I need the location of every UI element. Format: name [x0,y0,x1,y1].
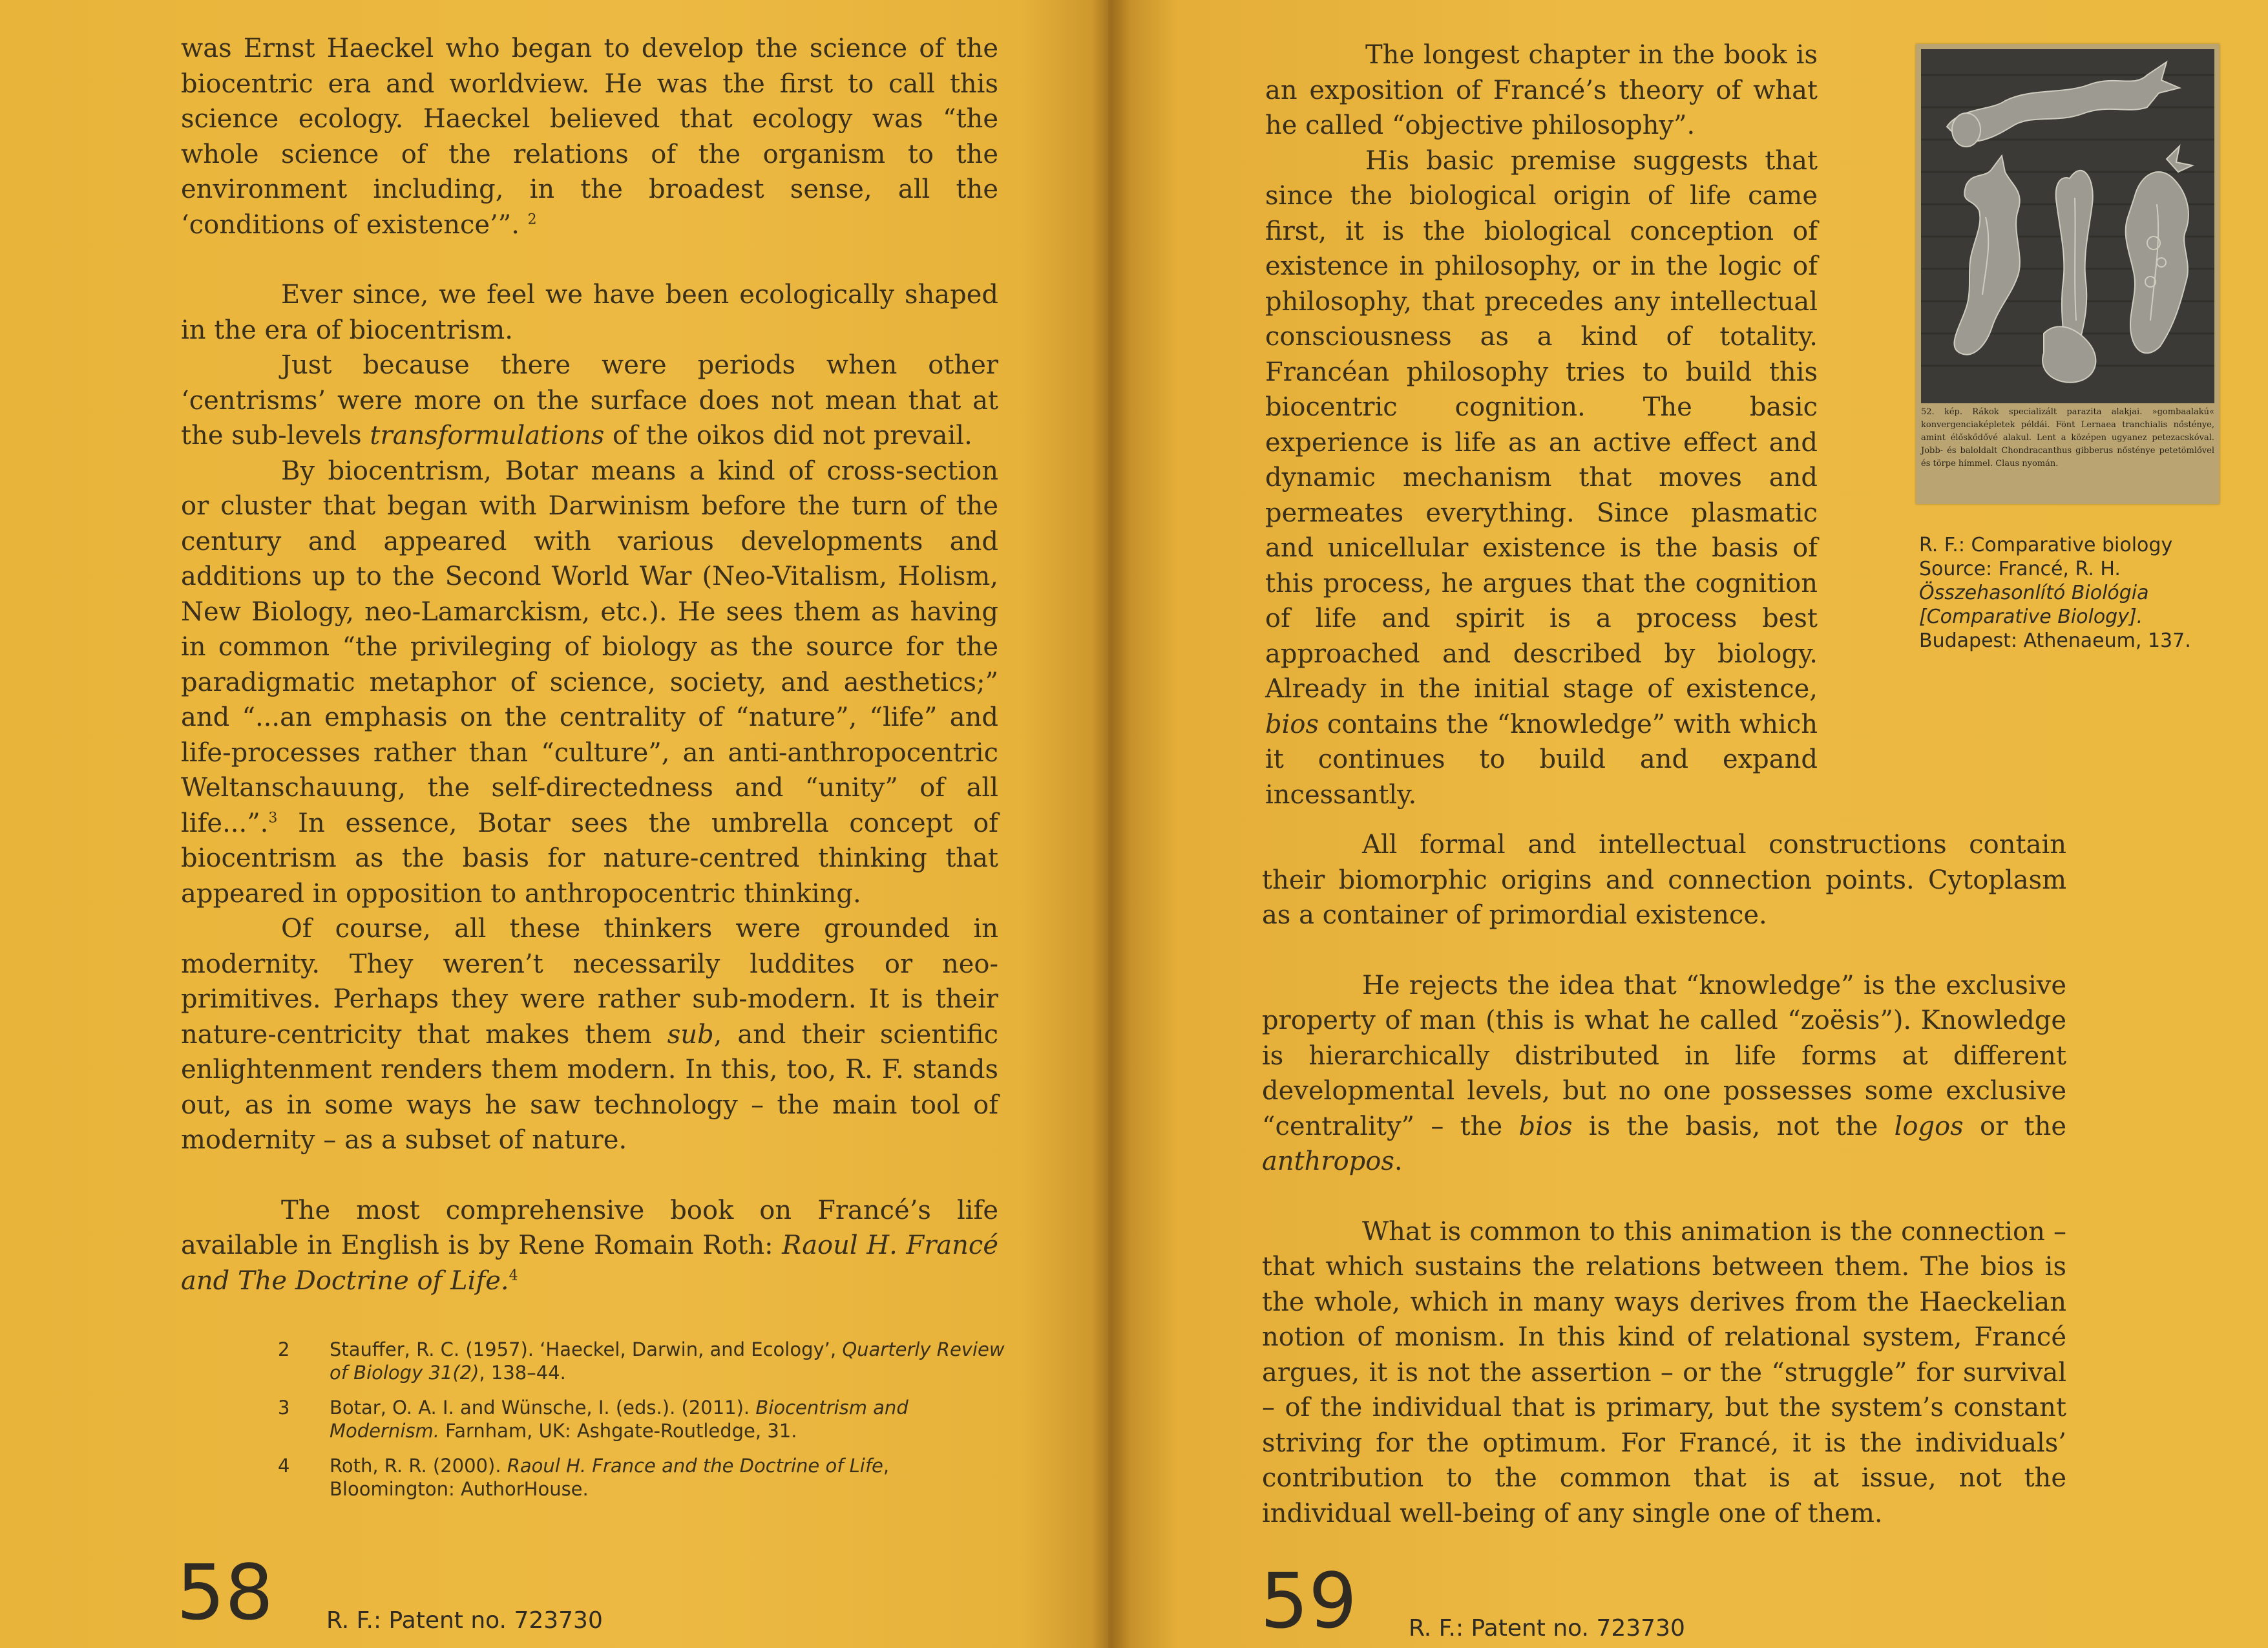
footnote [278,1454,1014,1501]
paragraph: Of course, all these thinkers were grounded in modernity. They weren’t necessarily luddites or neo-primitives. Perhaps they were rather sub-modern. It is their nature-centricity that makes them sub, and their scientific enlightenment renders them modern. In this, too, R. F. stands out, as in some ways he saw technology – the main tool of modernity – as a subset of nature. [181,914,998,1155]
footnote-text: Botar, O. A. I. and Wünsche, I. (eds.). (2011). Biocentrism and Modernism. Farnham, UK: Ashgate-Routledge, 31. [330,1397,908,1442]
figure-original-caption: 52. kép. Rákok specializált parazita alakjai. »gombaalakú« konvergenciaképletek példái. Fönt Lernaea tranchialis nőstényе, amint élőskődővé alakul. Lent a középen ugyanez petezacskóval. Jobb- és baloldalt Chondracanthus gibberus nőstényе petetömlővel és törpe hímmel. Claus nyomán. [1921,407,2214,469]
footnote-ref: 2 [527,211,537,228]
figure-caption [1919,533,2223,653]
footnote [278,1396,1014,1442]
paragraph: He rejects the idea that “knowledge” is the exclusive property of man (this is what he called “zoësis”). Knowledge is hierarchically distributed in life forms at different developmental levels, but no one possesses some exclusive “centrality” – the bios is the basis, not the logos or the anthropos. [1262,970,2067,1176]
paragraph: What is common to this animation is the connection – that which sustains the relations between them. The bios is the whole, which in many ways derives from the Haeckelian notion of monism. In this kind of relational system, Francé argues, it is not the assertion – or the “struggle” for survival – of the individual that is primary, but the system’s constant striving for the optimum. For Francé, it is the individuals’ contribution to the common that is at issue, not the individual well-being of any single one of them. [1262,1216,2066,1528]
footnote-number: 3 [278,1397,290,1419]
page-number-left: 58 [176,1548,274,1637]
footnote-number: 4 [278,1455,290,1477]
page-number-right: 59 [1260,1556,1358,1645]
paragraph: The longest chapter in the book is an exposition of Francé’s theory of what he called “objective philosophy”. [1265,40,1818,140]
footnote-number: 2 [278,1338,290,1360]
caption-line: Összehasonlító Biológia [1919,582,2149,604]
footnote-text: Roth, R. R. (2000). Raoul H. France and the Doctrine of Life, Bloomington: AuthorHouse. [330,1455,890,1500]
running-head-left: R. F.: Patent no. 723730 [326,1607,603,1634]
footnote-ref: 3 [268,810,278,827]
figure-comparative-biology [1916,44,2220,504]
right-body-text-wide [1262,827,2066,1531]
paragraph: Ever since, we feel we have been ecologically shaped in the era of biocentrism. [181,280,998,345]
book-gutter [1092,0,1131,1648]
paragraph: His basic premise suggests that since the biological origin of life came first, it is the biological conception of existence in philosophy, or in the logic of philosophy, that precedes any intellectual consciousness as a kind of totality. Francéan philosophy tries to build this biocentric cognition. The basic experience is life as an active effect and dynamic mechanism that moves and permeates everything. Since plasmatic and unicellular existence is the basis of this process, he argues that the cognition of life and spirit is a process best approached and described by biology. Already in the initial stage of existence, bios contains the “knowledge” with which it continues to build and expand incessantly. [1265,145,1818,810]
footnotes [278,1338,1014,1512]
paragraph: Just because there were periods when other ‘centrisms’ were more on the surface does not mean that at the sub-levels transformulations of the oikos did not prevail. [181,350,998,450]
running-head-right: R. F.: Patent no. 723730 [1409,1615,1685,1642]
paragraph: By biocentrism, Botar means a kind of cross-section or cluster that began with Darwinism before the turn of the century and appeared with various developments and additions up to the Second World War (Neo-Vitalism, Holism, New Biology, neo-Lamarckism, etc.). He sees them as having in common “the privileging of biology as the source for the paradigmatic metaphor of science, society, and aesthetics;” and “...an emphasis on the centrality of “nature”, “life” and life-processes rather than “culture”, an anti-anthropocentric Weltanschauung, the self-directedness and “unity” of all life...”.$^3$ In essence, Botar sees the umbrella concept of biocentrism as the basis for nature-centred thinking that appeared in opposition to anthropocentric thinking. [181,456,998,909]
paragraph: The most comprehensive book on Francé’s life available in English is by Rene Romain Roth: Raoul H. Francé and The Doctrine of Life.$^4$ [181,1195,998,1296]
parasite-illustration [1921,49,2214,403]
caption-line: Budapest: Athenaeum, 137. [1919,629,2191,652]
right-body-text-narrow [1265,37,1818,812]
left-body-text [181,31,998,1298]
caption-line: R. F.: Comparative biology [1919,534,2173,556]
footnote [278,1338,1014,1384]
footnote-text: Stauffer, R. C. (1957). ‘Haeckel, Darwin, and Ecology’, Quarterly Review of Biology 31(2), 138–44. [330,1338,1005,1384]
caption-line: [Comparative Biology]. [1919,606,2143,628]
paragraph: All formal and intellectual constructions contain their biomorphic origins and connection points. Cytoplasm as a container of primordial existence. [1262,830,2066,930]
footnote-ref: 4 [509,1267,518,1284]
caption-line: Source: Francé, R. H. [1919,558,2121,580]
paragraph: was Ernst Haeckel who began to develop the science of the biocentric era and worldview. He was the first to call this science ecology. Haeckel believed that ecology was “the whole science of the relations of the organism to the environment including, in the broadest sense, all the ‘conditions of existence’”. $^2$ [181,34,998,240]
